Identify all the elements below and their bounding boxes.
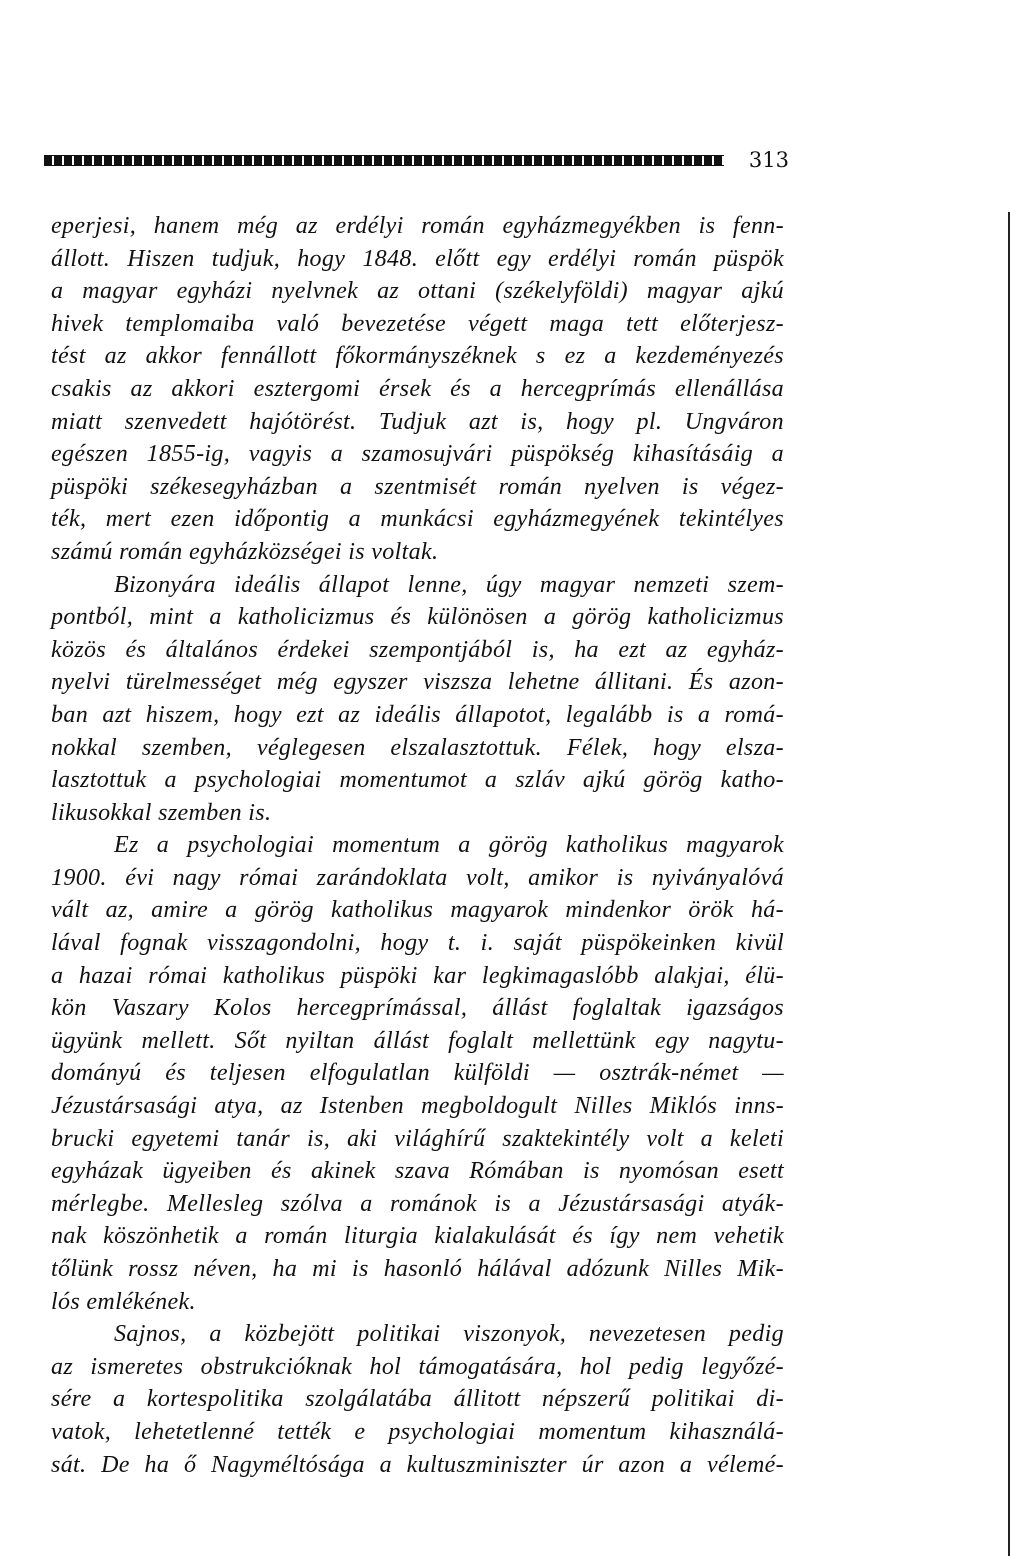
text-line: közös és általános érdekei szempontjából is, ha ezt az egyház-	[51, 636, 784, 663]
text-line: vált az, amire a görög katholikus magyarok mindenkor örök há-	[51, 897, 784, 924]
text-line: mérlegbe. Mellesleg szólva a románok is a Jézustársasági atyák-	[51, 1190, 784, 1217]
text-line: a magyar egyházi nyelvnek az ottani (székelyföldi) magyar ajkú	[51, 278, 784, 305]
paragraph-start-line: Ez a psychologiai momentum a görög katholikus magyarok	[114, 832, 784, 859]
body-text	[51, 210, 784, 1481]
page-header	[44, 148, 789, 176]
page-number: 313	[748, 148, 789, 172]
text-line: brucki egyetemi tanár is, aki világhírű szaktekintély volt a keleti	[51, 1125, 784, 1152]
page-edge-line	[1008, 212, 1010, 1556]
text-line: ügyünk mellett. Sőt nyiltan állást foglalt mellettünk egy nagytu-	[51, 1027, 784, 1054]
text-line: 1900. évi nagy római zarándoklata volt, amikor is nyiványalóvá	[51, 864, 784, 891]
text-line: nokkal szemben, véglegesen elszalasztottuk. Félek, hogy elsza-	[51, 734, 784, 761]
text-line: lasztottuk a psychologiai momentumot a szláv ajkú görög katho-	[51, 767, 784, 794]
text-line: pontból, mint a katholicizmus és különösen a görög katholicizmus	[51, 604, 784, 631]
text-line: ban azt hiszem, hogy ezt az ideális állapotot, legalább is a romá-	[51, 701, 784, 728]
text-line: sát. De ha ő Nagyméltósága a kultuszminiszter úr azon a vélemé-	[51, 1451, 784, 1478]
text-line: tőlünk rossz néven, ha mi is hasonló hálával adózunk Nilles Mik-	[51, 1256, 784, 1282]
text-line: miatt szenvedett hajótörést. Tudjuk azt is, hogy pl. Ungváron	[51, 408, 784, 435]
text-line: eperjesi, hanem még az erdélyi román egyházmegyékben is fenn-	[51, 213, 784, 239]
text-line: lával fognak visszagondolni, hogy t. i. saját püspökeinken kivül	[51, 930, 784, 957]
paragraph-start-line: Sajnos, a közbejött politikai viszonyok, nevezetesen pedig	[114, 1321, 784, 1348]
text-line: csakis az akkori esztergomi érsek és a hercegprímás ellenállása	[51, 375, 784, 402]
text-line: a hazai római katholikus püspöki kar legkimagaslóbb alakjai, élü-	[51, 962, 784, 989]
paragraph-end-line: lós emlékének.	[51, 1288, 196, 1315]
text-line: vatok, lehetetlenné tették e psychologiai momentum kihasználá-	[51, 1418, 784, 1445]
text-line: egyházak ügyeiben és akinek szava Rómában is nyomósan esett	[51, 1158, 784, 1185]
paragraph-end-line: számú román egyházközségei is voltak.	[51, 538, 439, 565]
paragraph-end-line: likusokkal szemben is.	[51, 799, 272, 826]
text-line: sére a kortespolitika szolgálatába állitott népszerű politikai di-	[51, 1386, 784, 1413]
text-line: egészen 1855-ig, vagyis a szamosujvári püspökség kihasításáig a	[51, 441, 784, 468]
text-line: nyelvi türelmességet még egyszer viszsza lehetne állitani. És azon-	[51, 669, 784, 696]
text-line: nak köszönhetik a román liturgia kialakulását és így nem vehetik	[51, 1223, 784, 1250]
text-line: hivek templomaiba való bevezetése végett maga tett előterjesz-	[51, 310, 784, 337]
text-line: állott. Hiszen tudjuk, hogy 1848. előtt egy erdélyi román püspök	[51, 245, 784, 272]
paragraph-start-line: Bizonyára ideális állapot lenne, úgy magyar nemzeti szem-	[114, 571, 784, 598]
text-line: dományú és teljesen elfogulatlan külföldi — osztrák-német —	[51, 1060, 784, 1087]
text-line: püspöki székesegyházban a szentmisét román nyelven is végez-	[51, 473, 784, 500]
header-ornament-rule	[44, 155, 724, 166]
text-line: tést az akkor fennállott főkormányszéknek s ez a kezdeményezés	[51, 343, 784, 370]
text-line: kön Vaszary Kolos hercegprímással, állást foglaltak igazságos	[51, 995, 784, 1022]
text-line: az ismeretes obstrukcióknak hol támogatására, hol pedig legyőzé-	[51, 1353, 784, 1380]
text-line: Jézustársasági atya, az Istenben megboldogult Nilles Miklós inns-	[51, 1093, 784, 1120]
text-line: ték, mert ezen időpontig a munkácsi egyházmegyének tekintélyes	[51, 506, 784, 533]
